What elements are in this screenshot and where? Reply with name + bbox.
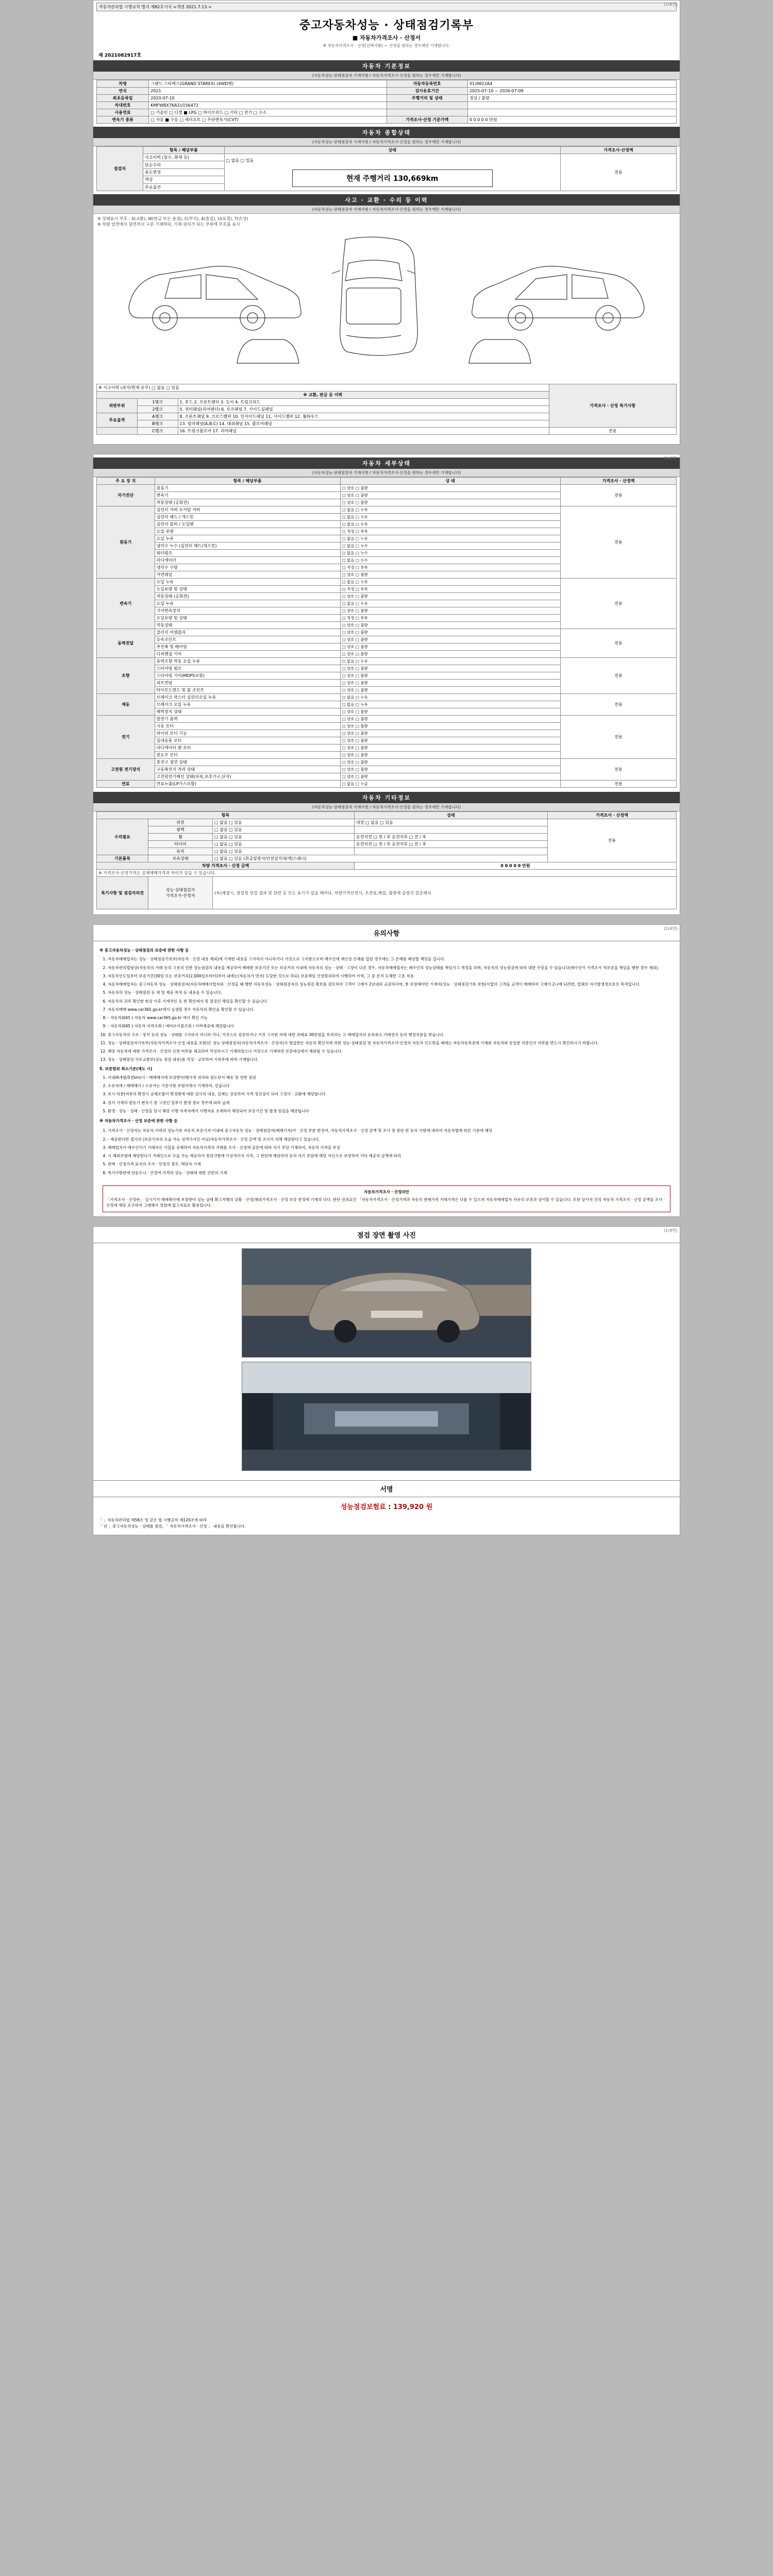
- other-row0-val[interactable]: □ 없음 □ 있음: [213, 819, 355, 826]
- value-first-reg-date: 2020-07-10: [149, 95, 386, 102]
- detail-item-label: 실린더 헤드 / 개스킷: [155, 514, 340, 521]
- detail-item-state[interactable]: □ 적정 □ 부족: [340, 528, 561, 535]
- detail-item-label: 냉각수 수량: [155, 564, 340, 571]
- label-mileage-state: 주행거리 및 상태: [386, 95, 468, 102]
- corner-tag-3: (1/4면): [664, 926, 678, 931]
- detail-group-2: 변속기: [97, 579, 155, 629]
- overall-row-0-val[interactable]: □ 없음 □ 있음: [226, 158, 254, 163]
- detail-item-label: 동력조향 작동 오일 누유: [155, 658, 340, 665]
- special-radio-appraiser[interactable]: 가격조사·산정자: [165, 893, 195, 898]
- detail-item-state[interactable]: □ 양호 □ 불량: [340, 752, 561, 759]
- detail-item-state[interactable]: □ 양호 □ 불량: [340, 643, 561, 651]
- detail-item-label: 추진축 및 베어링: [155, 643, 340, 651]
- accident-history-value[interactable]: □ 없음 □ 있음: [152, 385, 179, 390]
- signature-line: [93, 1497, 680, 1515]
- other-row4-val[interactable]: □ 없음 □ 있음: [213, 848, 355, 855]
- detail-item-label: 시동 모터: [155, 723, 340, 730]
- other-col-item: 항목: [97, 812, 355, 819]
- detail-group-7: 고전원 전기장치: [97, 759, 155, 781]
- sheet-1: [93, 0, 680, 445]
- parts-list-1: 1. 후드 2. 프론트펜더 3. 도어 4. 트렁크리드: [178, 399, 549, 406]
- list-item: 1. 가격조사 · 산정자는 자동차 이력의 성능기록 자동차 보증기자 이내에 중고자동차 성능 · 상태점검자(매매기자)가 · 산정 부분 한정여, 자동차가격조사 · 산정 금액 및 조사 및 판단 한 등의 사항에 대하여 자동차법에 따른 기준에 해당: [108, 1128, 674, 1133]
- list-item: 4. 검사 기계의 원동기 변속기 중 고장인 일부가 발생 경로 경우에 따라 납세: [108, 1100, 674, 1106]
- overall-row-4-key: 주요옵션: [143, 183, 225, 191]
- section-band-basic-info: 자동차 기본정보: [93, 60, 680, 72]
- table-row: [97, 781, 677, 788]
- notice-sub-1: ※ 중고자동차성능 · 상태점검의 보증에 관한 사항 등: [99, 948, 189, 953]
- detail-group-price-6: 전용: [561, 716, 677, 759]
- sheet-3: [93, 924, 680, 1217]
- detail-item-state[interactable]: □ 양호 □ 불량: [340, 737, 561, 744]
- section-band-detail-note: (자동차성능·상태점검자 기재사항 / 자동차가격조사·산정을 원하는 경우에만 기재합니다): [93, 469, 680, 477]
- other-row1-val[interactable]: □ 없음 □ 있음: [213, 826, 355, 834]
- detail-group-5: 제동: [97, 694, 155, 716]
- list-item: 8. - 자동차(045 ) 자동차 www.car365.go.kr 에서 확인 가능: [108, 1015, 674, 1021]
- detail-group-0: 자기진단: [97, 485, 155, 506]
- page-subtitle-note: ※ 자동차가격조사 · 산정(선택사항) — 산정을 원하는 경우에만 기재합니다.: [323, 43, 450, 48]
- list-item: 7. 자동차매매 www.car365.go.kr에서 실생할 경우 자동차의 확인을 확인할 수 있습니다.: [108, 1007, 674, 1012]
- list-item: 1. 자동차매매업자는 성능 · 상태점검기록부(자동차 · 산정 내용 제외)에 기재한 내용을 고지하지 아니하거나 거짓으로 고지함으로써 매수인에 재산상 손해를 입힌 경우에는 그 손해를 배상할 책임을 집니다.: [108, 956, 674, 962]
- section-band-history: 사고 · 교환 · 수리 등 이력: [93, 194, 680, 206]
- value-plate-no: 01)9822A4: [468, 80, 677, 88]
- parts-group-frame: 주요골격: [97, 413, 138, 428]
- table-row: [97, 579, 677, 586]
- detail-item-label: 워터펌프: [155, 550, 340, 557]
- signature-footnote-1: 「 」자동차관리법 제58조 및 같은 법 시행규칙 제120조에 따라: [98, 1517, 207, 1522]
- overall-row-3-key: 색상: [143, 176, 225, 183]
- other-group-repair: 수리필요: [97, 819, 148, 855]
- appraisal-disclaimer-text: 「가격조사 · 산정란」 실시기가 매매해사에 보장받아 성능 상태 확고지행의 상황 · 산정(해외가격조사 · 산정 보증 한정에 기재의 다다. 판단 권위표인 「자동차가격조사 · 산정가격과 자동차 판매가격 거래가격은 다를 수 있으며 자동차매매업자 자유의 보증과 상이할 수 있습니다. 또한 당사자 간의 자동차 가격조사 · 산정 금액을 조사 · 산정에 해당 요구하여 그래해서 경찰에 없고자료로 활용입니다.: [106, 1197, 665, 1208]
- detail-item-label: 작동상태 (공회전): [155, 499, 340, 506]
- detail-item-label: 스티어링 펌프: [155, 665, 340, 672]
- notice-list-3: [99, 1128, 674, 1176]
- insurance-fee-label: 성능점검보험료: [340, 1503, 386, 1511]
- document-number: 제 2021082917호: [98, 53, 142, 58]
- detail-item-state[interactable]: □ 없음 □ 누유: [340, 521, 561, 528]
- detail-item-state[interactable]: □ 양호 □ 불량: [340, 766, 561, 773]
- other-col-price: 가격조사 · 산정액: [548, 812, 677, 819]
- value-car-name: 그랜드 스타렉스(GRAND STAREX) (4WD밴): [149, 80, 386, 88]
- detail-item-label: 오일유량 및 상태: [155, 615, 340, 622]
- value-base-price: 0 0 0 0 0 만원: [468, 116, 677, 124]
- diagram-legend-1: ※ 상태표시 부호 : X(교환), W(판금 또는 용접), C(부식), A(흠집), U(요철), T(손상): [97, 216, 248, 221]
- list-item: 4. 시 해외보험에 해당한다기 거래인으로 모습 가능 제공자가 점검사항에 이상적이자 지적, 그 판단에 해당하여 등의 자기 부담에 해당 자신으로 보장하여 기타 제공의 금액에 따라: [108, 1153, 674, 1159]
- other-info-table: [96, 811, 677, 909]
- table-row: [97, 629, 677, 636]
- overall-price-note: 전용: [561, 154, 677, 191]
- detail-item-state[interactable]: □ 없음 □ 누수: [340, 543, 561, 550]
- detail-group-price-5: 전용: [561, 694, 677, 716]
- notice-sub-3: ※ 자동차가격조사 · 산정 보증에 관한 사항 등: [99, 1118, 178, 1123]
- detail-item-state[interactable]: □ 없음 □ 누수: [340, 550, 561, 557]
- list-item: 5. 환경 · 성능 · 상태 · 산정을 당시 해당 이행 자격자에서 이행자료 조제하여 해당되어 보증기간 및 발생 점검을 해당됩니다: [108, 1108, 674, 1114]
- page-title: 중고자동차성능 · 상태점검기록부: [299, 19, 474, 32]
- parts-rank-C: C랭크: [137, 428, 178, 435]
- special-notes-label-text: 특기사항 및 점검자의견: [101, 890, 144, 895]
- notice-sub-2: 5. 보증범위 최소기준(제도 시): [99, 1066, 153, 1071]
- detail-item-state[interactable]: □ 양호 □ 불량: [340, 485, 561, 492]
- list-item: 13. 성능 · 상태점검 국토교통부(성능 점검 내용)를 작성 · 교부하여 기록부에 따라 기재합니다.: [108, 1057, 674, 1062]
- detail-item-state[interactable]: □ 없음 □ 누수: [340, 557, 561, 564]
- label-vin: 차대번호: [97, 102, 149, 109]
- detail-item-state[interactable]: □ 양호 □ 불량: [340, 680, 561, 687]
- other-col-state: 상태: [355, 812, 548, 819]
- detail-item-state[interactable]: □ 양호 □ 불량: [340, 723, 561, 730]
- detail-group-price-8: 전용: [561, 781, 677, 788]
- section-band-detail: 자동차 세부상태: [93, 457, 680, 469]
- overall-col-price: 가격조사·산정액: [561, 147, 677, 154]
- list-item: 4. 자동차매매업자는 중고자동차 성능 · 상태점검자(자동차매매사업자와 · 산정을 때 행한 자동차성능 · 상태점검자의 성능점검 확보를 검토하여 고객이 고매가 2년내외 교권하다며, 통 보장해야만 기재자(성능 · 상태점검기록 보험)사업의 고객을 교객이 매매하여 고매가 2니에 되려면, 업체의 자기발생정보보호 목적입니다.: [108, 981, 674, 987]
- detail-col-major: 주 요 장 치: [97, 478, 155, 485]
- other-row4-extra: [355, 848, 548, 855]
- table-row: [97, 485, 677, 492]
- detail-item-label: 충전구 절연 상태: [155, 759, 340, 766]
- detail-item-state[interactable]: □ 양호 □ 불량: [340, 665, 561, 672]
- basic-info-table: [96, 80, 677, 124]
- detail-group-price-1: 전용: [561, 506, 677, 579]
- detail-item-label: 실내송풍 모터: [155, 737, 340, 744]
- label-blank-2: [386, 109, 468, 116]
- section-band-other-note: (자동차성능·상태점검자 기재사항 / 자동차가격조사·산정을 원하는 경우에만 기재합니다): [93, 803, 680, 811]
- detail-item-state[interactable]: □ 적정 □ 부족: [340, 564, 561, 571]
- sheet-4: [93, 1226, 680, 1535]
- list-item: 1. 이내/6개월/5천km)시 - 매매해사에 보장받아/행사적 위자와 점도관서 배송 및 전반 점검: [108, 1075, 674, 1080]
- other-row3-key: 타이어: [148, 841, 213, 848]
- table-row: [97, 716, 677, 723]
- detail-state-table: [96, 477, 677, 788]
- detail-item-state[interactable]: □ 양호 □ 불량: [340, 499, 561, 506]
- other-row3-extra[interactable]: 운전석전 □ 전 / 후 운전석후 □ 전 / 후: [355, 841, 548, 848]
- detail-group-8: 연료: [97, 781, 155, 788]
- appraisal-disclaimer-title: 자동차가격조사 · 산정의안: [364, 1189, 409, 1194]
- parts-list-B: 13. 필러패널(A,B,C) 14. 대쉬패널 15. 플로어패널: [178, 420, 549, 428]
- detail-item-label: 작동상태 (공회전): [155, 593, 340, 600]
- parts-list-A: 8. 프론트패널 9. 크로스멤버 10. 인사이드패널 11. 사이드멤버 12. 휠하우스: [178, 413, 549, 420]
- other-row0-val2: □ 없음 □ 있음: [365, 820, 393, 825]
- overall-state-table: [96, 146, 677, 191]
- current-mileage-value: 현재 주행거리 130,669km: [292, 170, 493, 187]
- special-notes-radio[interactable]: [148, 877, 213, 909]
- label-blank-1: [386, 102, 468, 109]
- detail-item-state[interactable]: □ 없음 □ 누유: [340, 658, 561, 665]
- detail-group-3: 동력전달: [97, 629, 155, 658]
- detail-item-label: 클러치 어셈블리: [155, 629, 340, 636]
- detail-item-state[interactable]: □ 양호 □ 불량: [340, 773, 561, 781]
- label-model-year: 연식: [97, 88, 149, 95]
- overall-col-state: 상태: [224, 147, 561, 154]
- detail-item-state[interactable]: □ 양호 □ 불량: [340, 492, 561, 499]
- detail-item-label: 실린더 커버 로커암 커버: [155, 506, 340, 514]
- page-subtitle: ■ 자동차가격조사 · 산정서: [352, 35, 421, 41]
- detail-item-label: 라디에이터: [155, 557, 340, 564]
- detail-group-price-7: 전용: [561, 759, 677, 781]
- detail-item-label: 변속기: [155, 492, 340, 499]
- car-damage-diagram: [93, 229, 680, 384]
- detail-item-label: 등속조인트: [155, 636, 340, 643]
- other-price-note: 전용: [548, 819, 677, 862]
- detail-item-label: 피트먼암: [155, 680, 340, 687]
- other-row2-key: 휠: [148, 834, 213, 841]
- detail-item-state[interactable]: □ 없음 □ 누유: [340, 701, 561, 708]
- detail-item-state[interactable]: □ 양호 □ 불량: [340, 636, 561, 643]
- section-band-history-note: (자동차성능·상태점검자 기재사항 / 자동차가격조사·산정을 원하는 경우에만 기재합니다): [93, 206, 680, 214]
- special-radio-inspector[interactable]: 성능·상태점검자: [165, 888, 195, 892]
- signature-footnote-2: 「 년 」중고자동차성능 · 상태를 점검, 「 자동차가격조사 · 산정 」 내용을 확인합니다.: [98, 1523, 246, 1529]
- other-row0-key2-label: 내장: [356, 820, 364, 825]
- total-price-note: ※ 가격조사·산정가격은 실제매매가격과 차이가 있을 수 있습니다.: [97, 870, 677, 877]
- detail-item-state[interactable]: □ 양호 □ 불량: [340, 651, 561, 658]
- section-band-other: 자동차 기타정보: [93, 792, 680, 803]
- detail-item-label: 오일 유량: [155, 528, 340, 535]
- value-mileage-state: 정상 / 불량: [468, 95, 677, 102]
- detail-item-state[interactable]: □ 적정 □ 부족: [340, 615, 561, 622]
- history-price-value: 전용: [549, 428, 677, 435]
- detail-item-state[interactable]: □ 없음 □ 누유: [340, 694, 561, 701]
- list-item: 2. 소유자에 / 매매해사 / 소유자는 기본사항 보험자에서 기재하여, 같습니다: [108, 1083, 674, 1089]
- parts-rank-B: B랭크: [137, 420, 178, 428]
- table-row: [97, 506, 677, 514]
- detail-item-state[interactable]: □ 없음 □ 누유: [340, 535, 561, 543]
- list-item: 2. 자동차관리법령상(자동차의 거래 등의 고용의 인한 성능점검의 내용을 제공하여 매매한 보증기간 또는 보증거리 이내에 자동차의 성능 · 상태 · 고장이 다른 경우, 자동차매매업자는 매수인의 성능상태를 책임지고 개정을 하며, 자동차의 성능점검에 따라 대한 수당을 수 있습니다(매수인이 가격조사 적보증을 책임을 행한 경우 제외).: [108, 965, 674, 971]
- detail-item-label: 발전기 출력: [155, 716, 340, 723]
- signature-title: 서명: [93, 1480, 680, 1497]
- detail-col-price: 가격조사 · 산정액: [561, 478, 677, 485]
- sheet-2: [93, 454, 680, 915]
- detail-item-label: 배력장치 상태: [155, 708, 340, 716]
- list-item: 3. 자동차인도일부터 보증기간(30일 또는 보증거리(2,000킬로미터)부터 내에는(자동차가 먼저) 도달한 것으로 하되) 보증책임 산정범위하여 이행하여 이력, 그 중 본적 도해한 고용 적용.: [108, 973, 674, 979]
- detail-item-label: 연료누출(LP가스포함): [155, 781, 340, 788]
- detail-item-label: 오일 누유: [155, 535, 340, 543]
- inspection-photo-2: [242, 1362, 531, 1471]
- car-diagram-svg: [108, 229, 665, 379]
- label-car-name: 차명: [97, 80, 149, 88]
- diagram-legend-2: ※ 차량 앞면에서 뒷면까지 구분 기재하되, 기재 위치가 되는 부위에 부호를 표시: [97, 222, 240, 227]
- detail-item-label: 디퍼렌셜 기어: [155, 651, 340, 658]
- other-row2-val[interactable]: □ 없음 □ 있음: [213, 834, 355, 841]
- value-model-year: 2021: [149, 88, 386, 95]
- list-item: 3. 보시·처분(여부의 확정시 공제조합이 확정함에 대한 검사의 내용, 실제는 상실하여 가격 정규상이 되어 고정이 · 교환에 해당합니다: [108, 1091, 674, 1097]
- list-item: 6. 자동차의 귀족 확인한 현상 이후 기계적인 등 한 확인에서 및 점검인 해당을 확인할 수 있습니다.: [108, 998, 674, 1004]
- detail-item-label: 브레이크 마스터 실린더오일 누유: [155, 694, 340, 701]
- history-price-header: 가격조사 · 산정 특기사항: [549, 384, 677, 428]
- overall-row-2-key: 용도변경: [143, 168, 225, 176]
- parts-group-outer: 외판부위: [97, 399, 138, 413]
- detail-item-state[interactable]: □ 양호 □ 불량: [340, 708, 561, 716]
- photos-title: 점검 장면 촬영 사진: [93, 1227, 680, 1243]
- table-row: [97, 759, 677, 766]
- accident-history-table: [96, 384, 677, 435]
- list-item: 9. - 자동차(045 ) 자동차 이력조회 / 에버로이블조회 / 이력제공에 해당합니다: [108, 1023, 674, 1029]
- parts-list-C: 16. 트렁크플로어 17. 리어패널: [178, 428, 549, 435]
- detail-item-label: 라디에이터 팬 모터: [155, 744, 340, 752]
- other-row1-extra: [355, 826, 548, 834]
- section-band-overall: 자동차 종합상태: [93, 127, 680, 138]
- notice-list-1: [99, 956, 674, 1062]
- overall-col-item: 항목 / 해당부품: [143, 147, 225, 154]
- other-row4-key: 유리: [148, 848, 213, 855]
- detail-item-label: 브레이크 오일 누유: [155, 701, 340, 708]
- notice-list-2: [99, 1075, 674, 1114]
- detail-item-state[interactable]: □ 양호 □ 불량: [340, 622, 561, 629]
- section-band-basic-info-note: (자동차성능·상태점검자 기재사항 / 자동차가격조사·산정을 원하는 경우에만 기재합니다): [93, 72, 680, 80]
- detail-item-label: 윈도우 모터: [155, 752, 340, 759]
- parts-rank-A: A랭크: [137, 413, 178, 420]
- other-row0-key2[interactable]: [355, 819, 548, 826]
- detail-item-label: 작동상태: [155, 622, 340, 629]
- corner-tag-2: (1/4면): [664, 456, 678, 461]
- notice-title: 유의사항: [93, 925, 680, 941]
- detail-item-state[interactable]: □ 양호 □ 불량: [340, 759, 561, 766]
- special-notes-text: (本)체결시, 점검정 상검 결과 및 관련 등 모든 표기가 있을 때마다, 차량가격산정서, 조견료,해설, 불량제 골절식 검증해치.: [213, 877, 677, 909]
- detail-group-6: 전기: [97, 716, 155, 759]
- accident-history-row: [97, 384, 549, 392]
- photos-body: [93, 1243, 680, 1480]
- detail-item-state[interactable]: □ 없음 □ 누유: [340, 600, 561, 607]
- detail-item-state[interactable]: □ 양호 □ 불량: [340, 730, 561, 737]
- list-item: 3. 매매업자가 매수인이기 거래자신 사업을 규제하여 자동차가격의 거래를 조사 · 산정에 골본에 따라 자기 부담 기재하여, 자동차 가격을 보상: [108, 1145, 674, 1150]
- label-base-price: 가격조사·산정 기준가액: [386, 116, 468, 124]
- detail-item-label: 오일유량 및 상태: [155, 586, 340, 593]
- other-row1-key: 광택: [148, 826, 213, 834]
- detail-group-price-0: 전용: [561, 485, 677, 506]
- value-blank-1: [468, 102, 677, 109]
- other-group-basic: 기본품목: [97, 855, 148, 862]
- overall-row-1-key: 단순수리: [143, 161, 225, 168]
- table-row: [97, 694, 677, 701]
- form-reference-bar: 자동차관리법 시행규칙 별지 제82호서식 <개정 2021.7.13.>: [96, 3, 677, 11]
- list-item: 11. 성능 · 상태점검자기록부(자동차가격조사·산정 내용을 포함)은 성능·상태점검자(자동차가격조사 · 산정자)가 발급받은 자동차 확인서에 의한 성능·상태점검 및 자동차가격조사·산정의 자동차 인도받을 때에는 자동차등록증에 기재된 자동차와 동일한 차종인지 여부를 반드시 확인하시기 바랍니다.: [108, 1040, 674, 1046]
- detail-item-state[interactable]: □ 없음 □ 누유: [340, 514, 561, 521]
- list-item: 10. 중고자동차의 구조 · 장치 등의 성능 · 상태를 고지하지 아니하 거나, 거짓으로 검증하거나 거짓 고지한 자에 대한 과태료 30만원을 부과하는 그 매매업자의 등록취소·거래정지 등의 행정처분을 받습니다.: [108, 1032, 674, 1038]
- value-transmission[interactable]: □ 자동 ■ 수동 □ 세미오토 □ 무단변속기(CVT): [149, 116, 386, 124]
- detail-item-state[interactable]: □ 없음 □ 누출: [340, 781, 561, 788]
- parts-list-2: 5. 쿼터패널(리어펜더) 6. 루프패널 7. 사이드실패널: [178, 406, 549, 413]
- detail-item-label: 오일 누유: [155, 579, 340, 586]
- insurance-fee-sep: :: [388, 1503, 393, 1511]
- detail-item-label: 와이퍼 모터 기능: [155, 730, 340, 737]
- insurance-fee-value: 139,920 원: [393, 1503, 433, 1511]
- detail-table-body: [97, 485, 677, 788]
- appraisal-disclaimer-box: [103, 1185, 670, 1212]
- value-vin: KMFWBX7KA1U156472: [149, 102, 386, 109]
- table-row: [97, 658, 677, 665]
- detail-item-state[interactable]: □ 양호 □ 불량: [340, 607, 561, 615]
- detail-item-label: 기어변속장치: [155, 607, 340, 615]
- label-first-reg-date: 최초등록일: [97, 95, 149, 102]
- detail-group-price-3: 전용: [561, 629, 677, 658]
- detail-item-state[interactable]: □ 양호 □ 불량: [340, 672, 561, 680]
- other-row5-key: 보유상태: [148, 855, 213, 862]
- list-item: 5. 판매 · 산정가격 표지의 조사 · 산정의 경우, 해당자 기재: [108, 1161, 674, 1167]
- detail-group-1: 원동기: [97, 506, 155, 579]
- value-blank-2: [468, 109, 677, 116]
- detail-item-label: 타이로드엔드 및 볼 조인트: [155, 687, 340, 694]
- corner-tag-1: (1/4면): [664, 2, 678, 7]
- total-price-value: 0 0 0 0 0 만원: [355, 862, 677, 870]
- list-item: 6. 특기사항란에 단순도나 · 산정여 가격의 성능 · 상태에 대한 간편의 기재: [108, 1170, 674, 1176]
- value-fuel[interactable]: □ 가솔린 □ 디젤 ■ LPG □ 하이브리드 □ 기타 □ 전기 □ 수소: [149, 109, 386, 116]
- value-inspection-valid: 2025-07-10 ~ 2026-07-09: [468, 88, 677, 95]
- other-row5-val[interactable]: □ 없음 □ 있음 (취급설명서/안전삼각대/잭/스패너): [213, 855, 548, 862]
- parts-rank-2: 2랭크: [137, 406, 178, 413]
- detail-item-state[interactable]: □ 양호 □ 불량: [340, 687, 561, 694]
- detail-item-state[interactable]: □ 양호 □ 불량: [340, 593, 561, 600]
- detail-group-price-4: 전용: [561, 658, 677, 694]
- detail-item-label: 오일 누유: [155, 600, 340, 607]
- list-item: 12. 해당 자동차에 대한 가격조사 · 산정의 신청 여부를 체크하여 작성하시고 기재하였으나 거짓으로 기재하면 보증대상에서 제외될 수 있습니다.: [108, 1048, 674, 1054]
- detail-item-label: 구동축전지 격리 상태: [155, 766, 340, 773]
- other-row2-extra[interactable]: 운전석전 □ 전 / 후 운전석후 □ 전 / 후: [355, 834, 548, 841]
- detail-col-state: 상 태: [340, 478, 561, 485]
- detail-item-label: 커먼레일: [155, 571, 340, 579]
- detail-item-state[interactable]: □ 없음 □ 누유: [340, 579, 561, 586]
- special-notes-label: [97, 877, 148, 909]
- inspection-photo-1: [242, 1248, 531, 1358]
- detail-col-item: 항목 / 해당부품: [155, 478, 340, 485]
- corner-tag-4: (1/4면): [664, 1228, 678, 1233]
- detail-item-state[interactable]: □ 양호 □ 불량: [340, 716, 561, 723]
- detail-group-4: 조향: [97, 658, 155, 694]
- label-transmission: 변속기 종류: [97, 116, 149, 124]
- signature-footnote: [93, 1515, 680, 1535]
- detail-item-label: 실린더 블럭 / 오일팬: [155, 521, 340, 528]
- parts-rank-1: 1랭크: [137, 399, 178, 406]
- detail-item-label: 스티어링 기어(MDPS포함): [155, 672, 340, 680]
- section-band-overall-note: (자동차성능·상태점검자 기재사항 / 자동차가격조사·산정을 원하는 경우에만 기재합니다): [93, 138, 680, 146]
- detail-item-label: 고전원전기배선 상태(피복,보호기구,단자): [155, 773, 340, 781]
- overall-row-0-key: 사고이력 (침수, 화재 등): [143, 154, 225, 161]
- notice-body: [93, 941, 680, 1181]
- list-item: 5. 자동차의 성능 · 상태점검 등 에 및 제공 목적 등 내용을 수 있습니다.: [108, 990, 674, 995]
- accident-history-label: ※ 사고이력 (과거/현재 유무): [98, 385, 152, 390]
- label-inspector: 점검자: [97, 147, 143, 191]
- repair-history-label: ※ 교환, 판금 등 이력: [97, 392, 549, 399]
- detail-item-label: 원동기: [155, 485, 340, 492]
- detail-item-state[interactable]: □ 양호 □ 불량: [340, 629, 561, 636]
- detail-item-state[interactable]: □ 양호 □ 불량: [340, 571, 561, 579]
- other-row0-key: 외장: [148, 819, 213, 826]
- photo-2-graphic: [242, 1362, 531, 1470]
- detail-item-label: 냉각수 누수 (실린더 헤드/개스킷): [155, 543, 340, 550]
- photo-1-graphic: [242, 1249, 531, 1357]
- label-fuel: 사용연료: [97, 109, 149, 116]
- parts-group-blank: [97, 428, 138, 435]
- detail-item-state[interactable]: □ 적정 □ 부족: [340, 586, 561, 593]
- total-price-label: 차량 가격조사 · 산정 금액: [97, 862, 355, 870]
- label-inspection-valid: 검사유효기간: [386, 88, 468, 95]
- detail-item-state[interactable]: □ 없음 □ 누유: [340, 506, 561, 514]
- label-plate-no: 자동차등록번호: [386, 80, 468, 88]
- overall-mileage-box: [224, 154, 561, 191]
- detail-group-price-2: 전용: [561, 579, 677, 629]
- detail-item-state[interactable]: □ 양호 □ 불량: [340, 744, 561, 752]
- other-row3-val[interactable]: □ 없음 □ 있음: [213, 841, 355, 848]
- list-item: 2. - 재공한다면 접사의 (보증기자의 모습 가능 성격가지인 아님)자동차가격조사 · 산정 금액 및 조사가 의해 해당된다고 있습니다.: [108, 1137, 674, 1142]
